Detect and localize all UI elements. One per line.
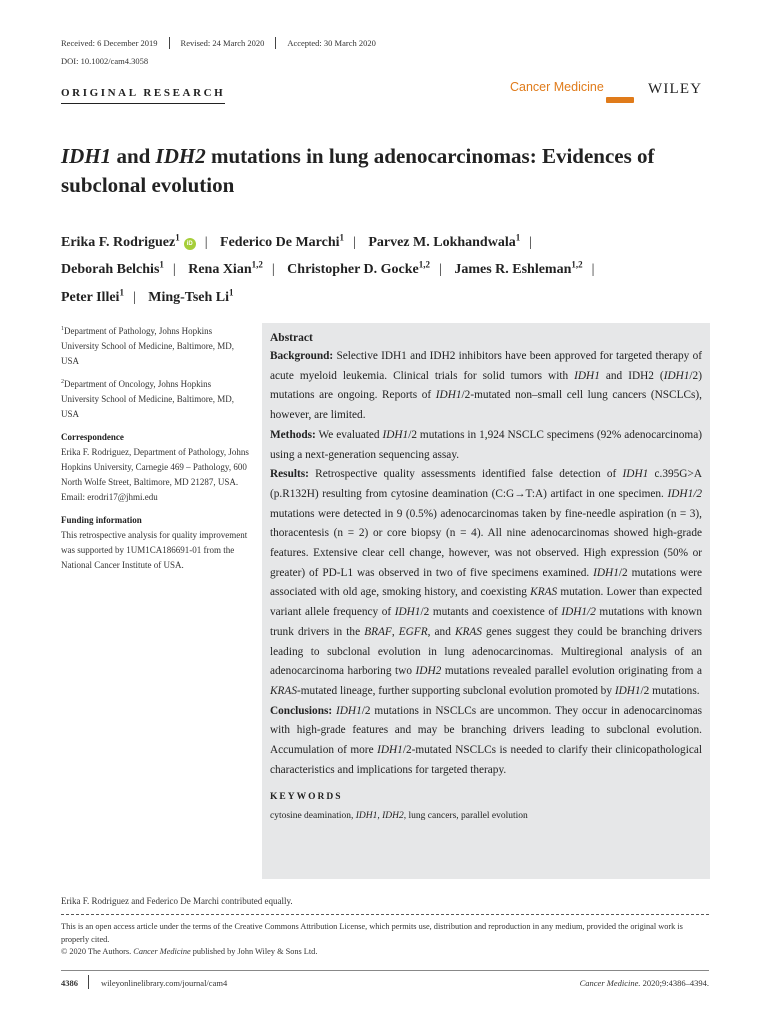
accepted-date: Accepted: 30 March 2020 [287,38,376,48]
keywords: cytosine deamination, IDH1, IDH2, lung cancers, parallel evolution [270,811,528,822]
funding-text: This retrospective analysis for quality improvement was supported by 1UM1CA186691-01 from the National Cancer Institute of USA. [61,530,248,570]
author-list: Erika F. Rodriguez$^1$iD | Federico De Marchi$^1$ | Parvez M. Lokhandwala$^1$ | Deborah Belchis$^1$ | Rena Xian$^{1,2}$ | Christopher D. Gocke$^{1,2}$ | James R. Eshleman$^{1,2}$ | Peter Illei$^1$ | Ming-Tseh Li$^1$ [61,232,595,305]
abstract-background: Background: Selective IDH1 and IDH2 inhibitors have been approved for targeted therapy of acute myeloid leukemia. Clinical trials for solid tumors with IDH1 and IDH2 (IDH1/2) mutations are ongoing. Reports of IDH1/2-mutated non–small cell lung cancers (NSCLCs), however, are limited. [270,350,702,422]
open-access-icon [606,97,634,103]
title-part-4: mutations in lung adenocarcinomas: Evidences of subclonal evolution [61,144,655,197]
title-gene-1: IDH1 [61,144,112,168]
author[interactable]: James R. Eshleman$^{1,2}$ [454,259,583,278]
revised-date: Revised: 24 March 2020 [181,37,277,49]
abstract-conclusions: Conclusions: IDH1/2 mutations in NSCLCs are uncommon. They occur in adenocarcinomas with high-grade features and may be branching drivers leading to subclonal evolution. Accumulation of more IDH1/2-mutated NSCLCs is needed to clarify their clinicopathological characteristics and implications for targeted therapy. [270,704,703,776]
section-label: ORIGINAL RESEARCH [61,87,225,104]
title-gene-2: IDH2 [155,144,206,168]
abstract-heading: Abstract [270,332,313,344]
author[interactable]: Ming-Tseh Li$^1$ [148,287,234,305]
sidebar-info [61,322,251,579]
correspondence-email[interactable]: Email: erodri17@jhmi.edu [61,492,158,502]
doi[interactable]: DOI: 10.1002/cam4.3058 [61,56,149,66]
author[interactable]: Rena Xian$^{1,2}$ [188,259,263,278]
author[interactable]: Peter Illei$^1$ [61,287,124,305]
license-note: This is an open access article under the terms of the Creative Commons Attribution License, which permits use, distribution and reproduction in any medium, provided the original work is properly cited. © 2020 The Authors. Cancer Medicine published by John Wiley & Sons Ltd. [61,922,683,956]
journal-logo[interactable] [510,80,604,94]
article-dates [61,37,398,49]
orcid-icon[interactable]: iD [184,238,196,250]
abstract-box [262,323,710,879]
author[interactable]: Deborah Belchis$^1$ [61,259,164,278]
contribution-note: Erika F. Rodriguez and Federico De Marchi contributed equally. [61,896,709,915]
footer-divider [88,975,89,989]
journal-url[interactable]: wileyonlinelibrary.com/journal/cam4 [101,978,228,988]
author[interactable]: Erika F. Rodriguez$^1$ [61,232,180,250]
title-part-2: and [111,144,156,168]
affiliation: $^2$Department of Oncology, Johns Hopkins University School of Medicine, Baltimore, MD, USA [61,379,234,419]
keywords-heading: KEYWORDS [270,792,343,803]
affiliation: $^1$Department of Pathology, Johns Hopkins University School of Medicine, Baltimore, MD, USA [61,326,234,366]
correspondence-text: Erika F. Rodriguez, Department of Pathology, Johns Hopkins University, Carnegie 469 – Pathology, 600 North Wolfe Street, Baltimore, MD 21287, USA. Email: erodri17@jhmi.edu [61,447,249,502]
received-date: Received: 6 December 2019 [61,37,170,49]
citation: Cancer Medicine. 2020;9:4386–4394. [579,978,709,988]
page-number: 4386 [61,978,78,988]
publisher-logo[interactable]: WILEY [648,81,703,97]
page-footer [61,970,709,1000]
correspondence-heading: Correspondence [61,432,124,442]
funding-heading: Funding information [61,515,142,525]
author[interactable]: Federico De Marchi$^1$ [220,232,345,250]
author[interactable]: Christopher D. Gocke$^{1,2}$ [287,259,430,278]
abstract-methods: Methods: We evaluated IDH1/2 mutations in 1,924 NSCLC specimens (92% adenocarcinoma) using a next-generation sequencing assay. [270,428,702,461]
author[interactable]: Parvez M. Lokhandwala$^1$ [368,232,521,250]
article-title [61,142,721,200]
journal-name: Cancer Medicine [510,80,604,94]
abstract-results: Results: Retrospective quality assessments identified false detection of IDH1 c.395G>A (p.R132H) resulting from cytosine deamination (C:G→T:A) artifact in one specimen. IDH1/2 mutations were detected in 9 (0.5%) adenocarcinomas taken by fine-needle aspiration (n = 3), thoracentesis (n = 2) or core biopsy (n = 4). All nine adenocarcinomas showed high-grade features. Extensive clear cell change, however, was not observed. High expression (50% or greater) of PD-L1 was observed in two of five specimens examined. IDH1/2 mutations were associated with old age, smoking history, and coexisting KRAS mutation. Lower than expected variant allele frequency of IDH1/2 mutants and coexistence of IDH1/2 mutations with known trunk drivers in the BRAF, EGFR, and KRAS genes suggest they could be branching drivers leading to subclonal evolution in lung adenocarcinomas. Multiregional analysis of an adenocarcinoma harboring two IDH2 mutations revealed parallel evolution originating from a KRAS-mutated lineage, further supporting subclonal evolution promoted by IDH1/2 mutations. [270,468,703,697]
